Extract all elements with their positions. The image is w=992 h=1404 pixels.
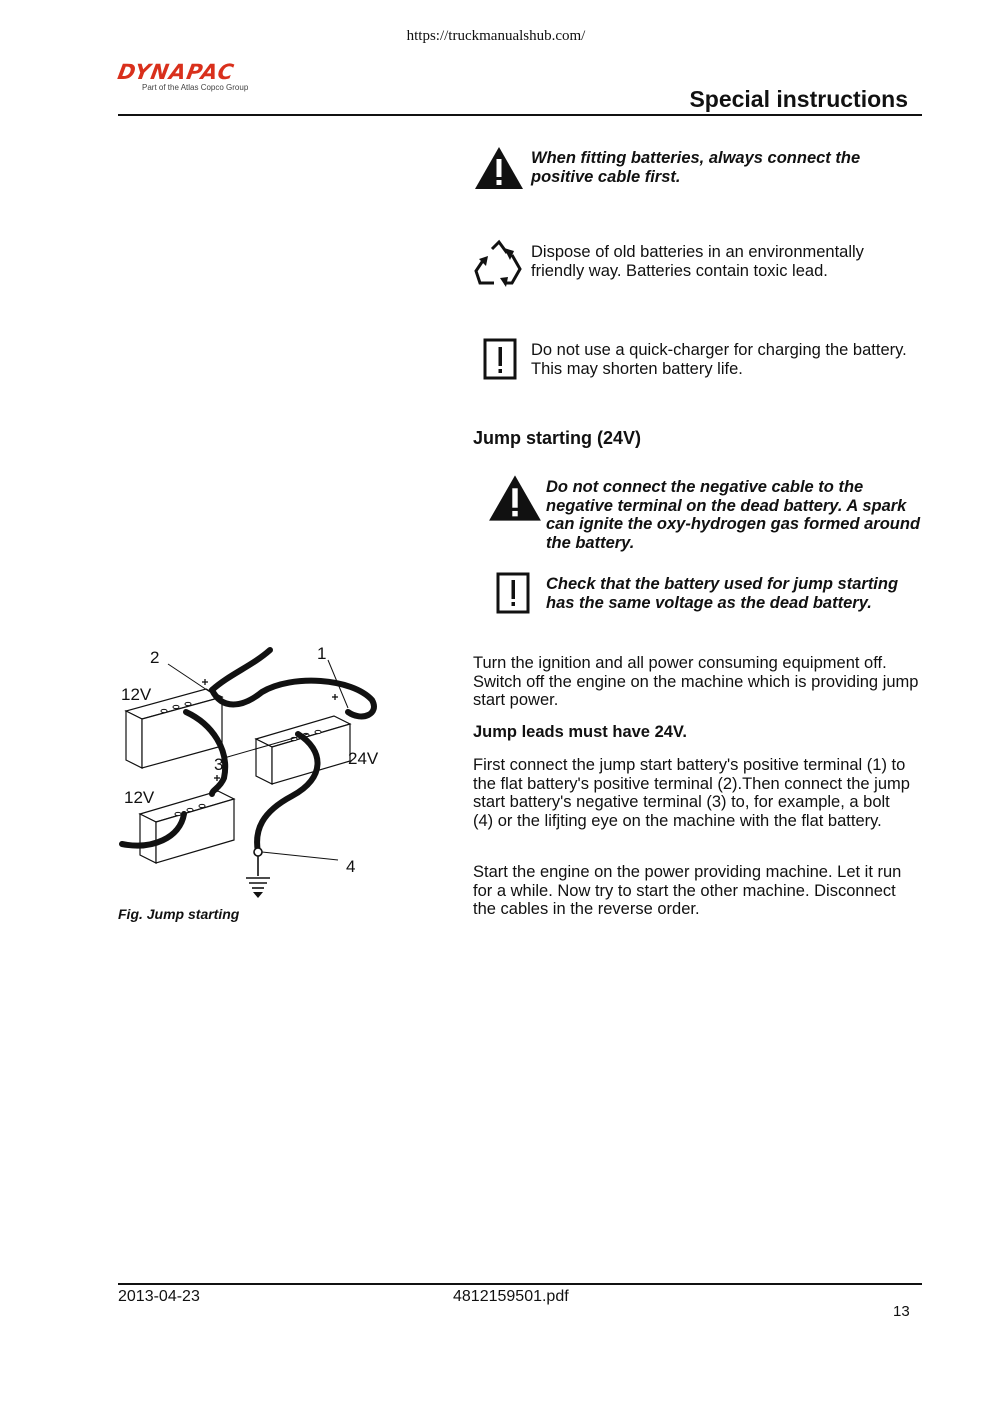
paragraph-connect-procedure: First connect the jump start battery's positive terminal (1) to the flat battery's positive terminal (2).Then connect the jump start battery's negative terminal (3) to, for example, a bolt (4) or the lifjting eye on the machine with the flat battery. bbox=[473, 756, 910, 830]
footer-rule bbox=[118, 1283, 922, 1285]
diagram-label-3: 3 bbox=[214, 755, 224, 774]
paragraph-jump-leads: Jump leads must have 24V. bbox=[473, 723, 687, 741]
paragraph-ignition-off: Turn the ignition and all power consuming equipment off. Switch off the engine on the machine which is providing jump start power. bbox=[473, 654, 919, 709]
note-dispose bbox=[474, 239, 914, 289]
warning-negative-cable bbox=[488, 474, 921, 552]
footer-date: 2013-04-23 bbox=[118, 1288, 200, 1305]
note-text: Dispose of old batteries in an environmentally friendly way. Batteries contain toxic lead. bbox=[531, 243, 864, 280]
diagram-label-1: 1 bbox=[317, 644, 327, 663]
note-fit-batteries bbox=[474, 146, 914, 190]
diagram-label-12v-bottom: 12V bbox=[124, 788, 155, 807]
page-number: 13 bbox=[893, 1303, 910, 1320]
figure-caption: Fig. Jump starting bbox=[118, 906, 240, 922]
note-quick-charger bbox=[474, 338, 914, 382]
ground-icon bbox=[246, 848, 270, 898]
diagram-label-2: 2 bbox=[150, 648, 160, 667]
jump-starting-diagram bbox=[112, 638, 412, 906]
page-title: Special instructions bbox=[689, 86, 908, 112]
warning-triangle-icon bbox=[488, 474, 542, 522]
note-text: When fitting batteries, always connect the positive cable first. bbox=[531, 149, 861, 186]
warning-triangle-icon bbox=[474, 146, 524, 190]
caution-text: Check that the battery used for jump starting has the same voltage as the dead battery. bbox=[546, 575, 899, 612]
recycle-icon bbox=[474, 239, 524, 289]
paragraph-start-engine: Start the engine on the power providing machine. Let it run for a while. Now try to start the other machine. Disconnect the cables in the reverse order. bbox=[473, 863, 902, 918]
footer-filename: 4812159501.pdf bbox=[453, 1288, 569, 1305]
logo-tagline: Part of the Atlas Copco Group bbox=[142, 83, 249, 92]
source-url: https://truckmanualshub.com/ bbox=[406, 28, 586, 44]
exclamation-box-icon bbox=[488, 570, 538, 614]
exclamation-box-icon bbox=[474, 338, 524, 382]
header-rule bbox=[118, 114, 922, 116]
diagram-label-12v-top: 12V bbox=[121, 685, 152, 704]
warning-text: Do not connect the negative cable to the negative terminal on the dead battery. A spark can ignite the oxy-hydrogen gas formed around the battery. bbox=[546, 478, 921, 552]
dynapac-logo bbox=[115, 60, 288, 96]
diagram-label-24v: 24V bbox=[348, 749, 379, 768]
note-text: Do not use a quick-charger for charging the battery. This may shorten battery life. bbox=[531, 341, 907, 378]
diagram-label-4: 4 bbox=[346, 857, 356, 876]
logo-wordmark: DYNAPAC bbox=[115, 60, 237, 84]
caution-same-voltage bbox=[488, 570, 918, 614]
section-heading-jump-starting: Jump starting (24V) bbox=[473, 428, 642, 448]
